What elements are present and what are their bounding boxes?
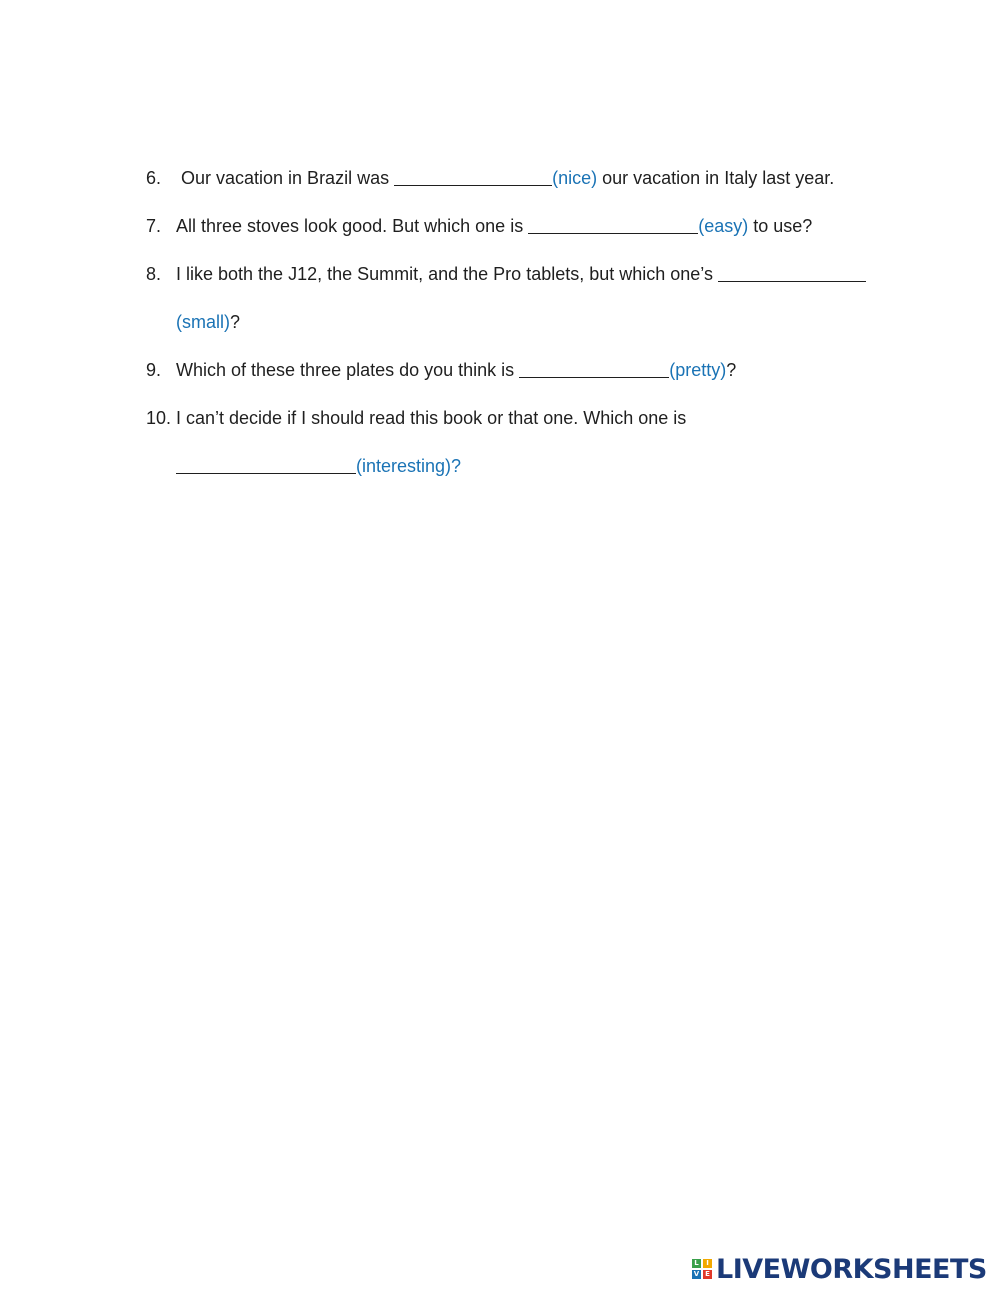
answer-blank-10[interactable] [176, 453, 356, 474]
question-text: I like both the J12, the Summit, and the Pro tablets, but which one’s [176, 264, 713, 284]
question-text-end: our vacation in Italy last year. [597, 168, 835, 188]
question-8 [0, 259, 1000, 289]
logo-letter: I [703, 1259, 712, 1268]
question-number: 7. [146, 216, 162, 236]
question-text-end: ? [726, 360, 737, 380]
hint-word: (easy) [698, 216, 749, 236]
question-text: All three stoves look good. But which one is [176, 216, 524, 236]
question-7 [0, 211, 1000, 241]
brand-name: LIVEWORKSHEETS [716, 1253, 987, 1285]
hint-word: (pretty) [669, 360, 727, 380]
question-text-end: ? [230, 312, 241, 332]
question-10 [0, 403, 1000, 433]
question-number: 9. [146, 360, 162, 380]
question-text-end: to use? [748, 216, 813, 236]
question-10-continued [0, 451, 1000, 481]
answer-blank-7[interactable] [528, 213, 698, 234]
answer-blank-8[interactable] [718, 261, 866, 282]
hint-word: (small) [176, 312, 230, 332]
hint-word: (nice) [552, 168, 598, 188]
logo-letter: L [692, 1259, 701, 1268]
question-8-continued [0, 307, 1000, 337]
liveworksheets-logo [692, 1252, 987, 1286]
question-number: 8. [146, 264, 162, 284]
question-number: 6. [146, 168, 162, 188]
question-text: Which of these three plates do you think is [176, 360, 515, 380]
logo-letter: V [693, 1270, 700, 1278]
question-6 [0, 163, 1000, 193]
answer-blank-9[interactable] [519, 357, 669, 378]
logo-letter: E [703, 1270, 712, 1279]
answer-blank-6[interactable] [394, 165, 552, 186]
question-number: 10. [146, 408, 172, 428]
logo-icon [692, 1259, 712, 1279]
question-9 [0, 355, 1000, 385]
hint-word: (interesting)? [356, 456, 462, 476]
question-text: Our vacation in Brazil was [181, 168, 390, 188]
question-text: I can’t decide if I should read this book or that one. Which one is [176, 408, 687, 428]
